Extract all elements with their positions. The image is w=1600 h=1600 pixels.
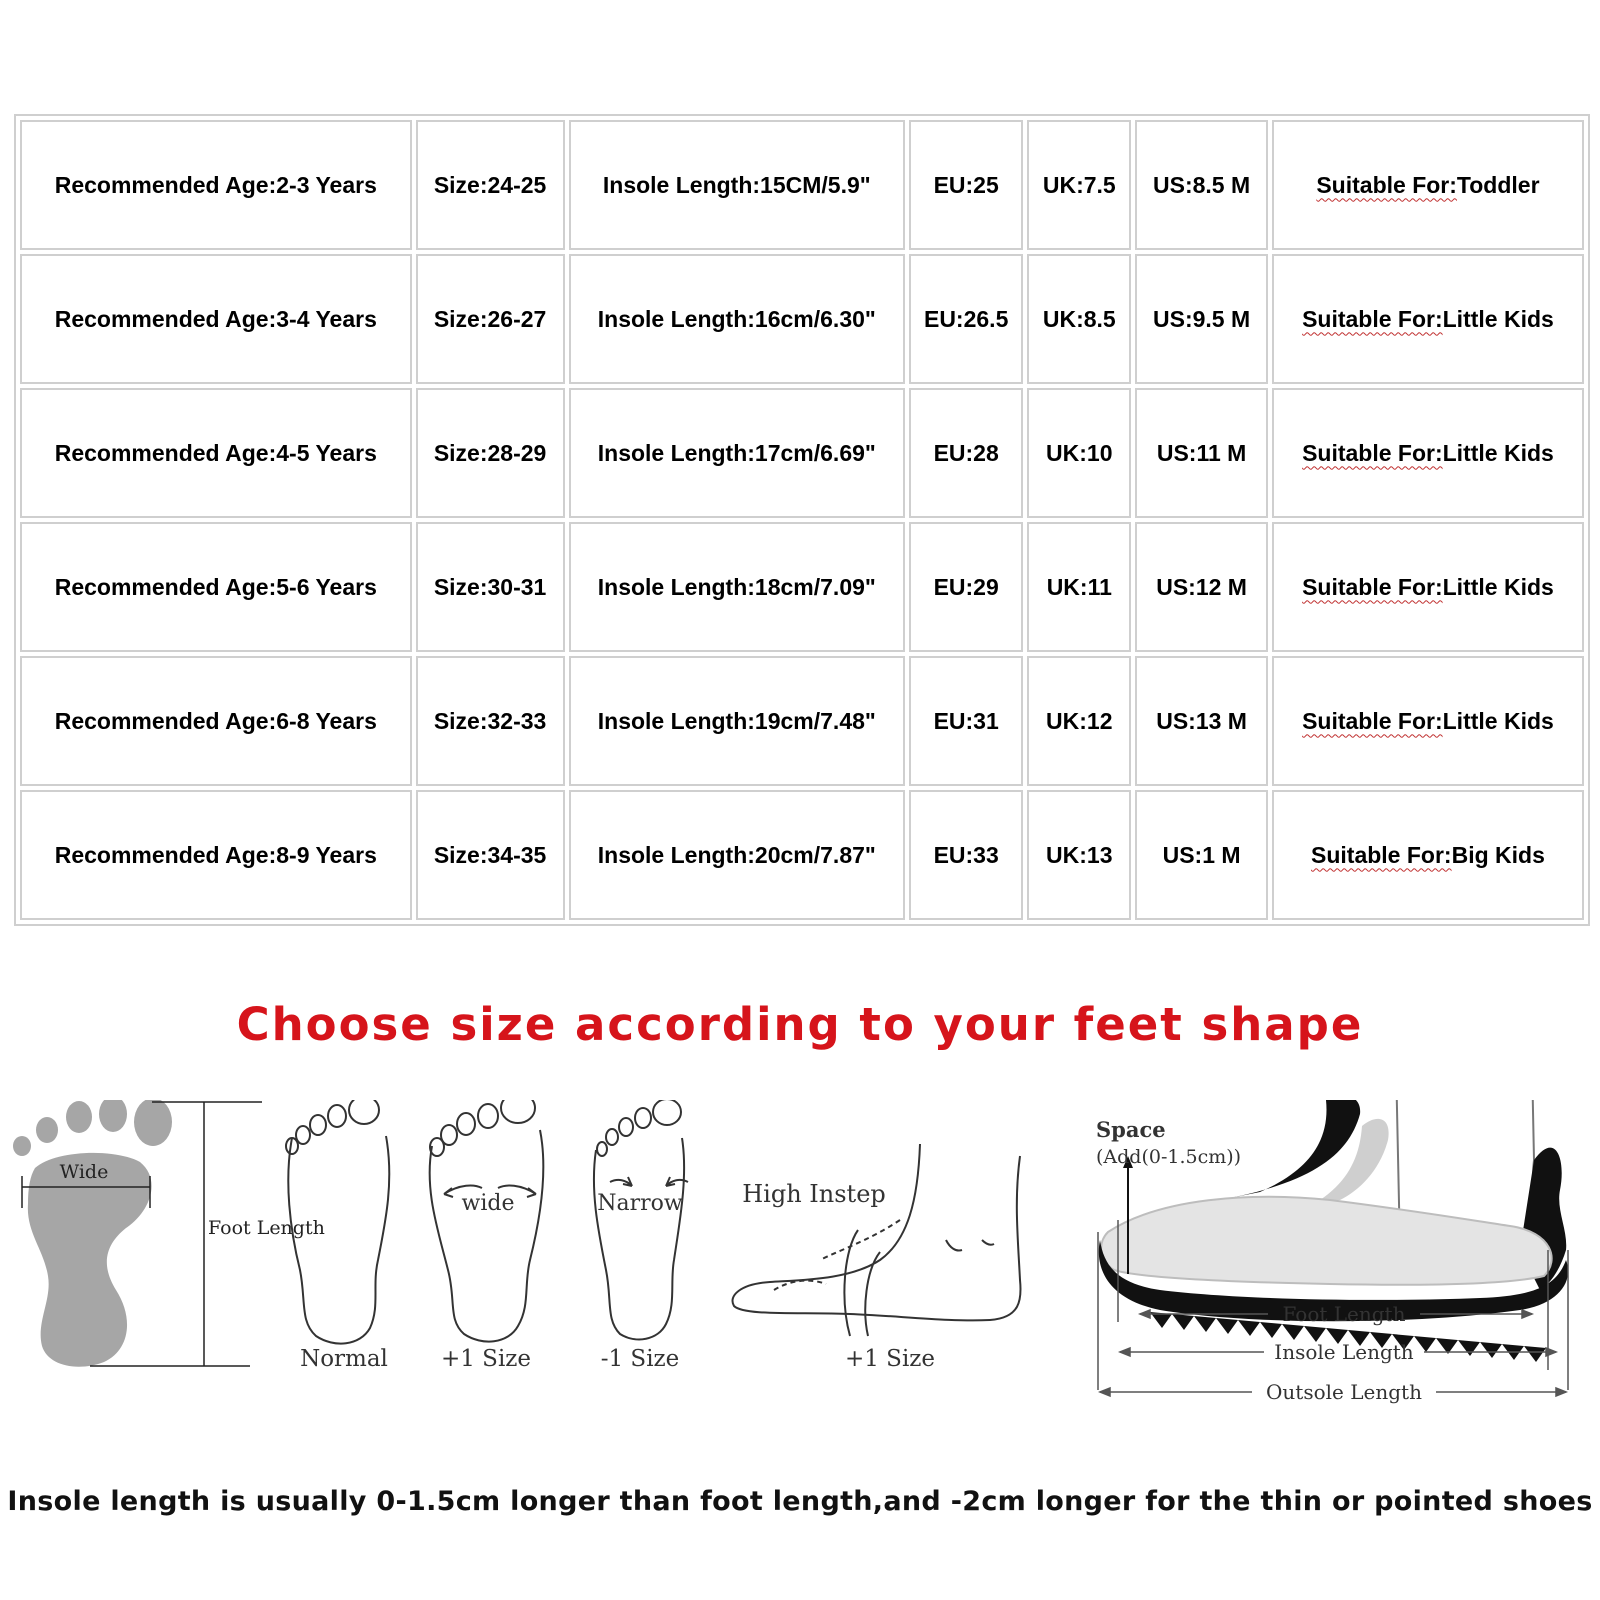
narrow-caption: -1 Size (600, 1346, 680, 1372)
table-row (20, 120, 1584, 250)
suitable-for-label: Suitable For: (1316, 171, 1457, 198)
suitable-for-label: Suitable For: (1302, 439, 1443, 466)
table-row (20, 388, 1584, 518)
insole-length-cell: Insole Length:19cm/7.48" (569, 656, 906, 786)
size-cell: Size:30-31 (416, 522, 565, 652)
normal-caption: Normal (300, 1346, 388, 1372)
size-cell: Size:34-35 (416, 790, 565, 920)
suitable-for-value: Little Kids (1442, 305, 1554, 332)
high-instep-label: High Instep (742, 1180, 886, 1208)
uk-size-cell: UK:13 (1027, 790, 1131, 920)
suitable-for-cell (1272, 254, 1584, 384)
insole-length-cell: Insole Length:17cm/6.69" (569, 388, 906, 518)
suitable-for-label: Suitable For: (1302, 707, 1443, 734)
insole-length-note: Insole length is usually 0-1.5cm longer than foot length,and -2cm longer for the thin or pointed shoes (7, 1486, 1593, 1517)
narrow-foot-icon (594, 1100, 688, 1339)
age-cell: Recommended Age:4-5 Years (20, 388, 412, 518)
suitable-for-value: Big Kids (1451, 841, 1545, 868)
section-heading: Choose size according to your feet shape (236, 998, 1364, 1051)
suitable-for-value: Toddler (1456, 171, 1540, 198)
suitable-for-cell (1272, 790, 1584, 920)
foot-shape-diagram (0, 1100, 1600, 1430)
insole-length-cell: Insole Length:18cm/7.09" (569, 522, 906, 652)
foot-length-label: Foot Length (1282, 1302, 1406, 1326)
foot-length-label: Foot Length (208, 1217, 325, 1239)
us-size-cell: US:12 M (1135, 522, 1268, 652)
uk-size-cell: UK:10 (1027, 388, 1131, 518)
insole-length-cell: Insole Length:15CM/5.9" (569, 120, 906, 250)
insole-length-cell: Insole Length:20cm/7.87" (569, 790, 906, 920)
suitable-for-value: Little Kids (1442, 439, 1554, 466)
wide-label: wide (461, 1191, 515, 1216)
size-cell: Size:26-27 (416, 254, 565, 384)
us-size-cell: US:11 M (1135, 388, 1268, 518)
eu-size-cell: EU:33 (909, 790, 1023, 920)
suitable-for-label: Suitable For: (1302, 305, 1443, 332)
high-instep-caption: +1 Size (844, 1346, 936, 1372)
table-row (20, 790, 1584, 920)
size-cell: Size:24-25 (416, 120, 565, 250)
age-cell: Recommended Age:3-4 Years (20, 254, 412, 384)
size-chart-table (14, 114, 1590, 926)
age-cell: Recommended Age:8-9 Years (20, 790, 412, 920)
suitable-for-cell (1272, 656, 1584, 786)
foot-wide-label: Wide (59, 1161, 109, 1183)
size-cell: Size:28-29 (416, 388, 565, 518)
suitable-for-label: Suitable For: (1302, 573, 1443, 600)
insole-length-cell: Insole Length:16cm/6.30" (569, 254, 906, 384)
us-size-cell: US:9.5 M (1135, 254, 1268, 384)
suitable-for-cell (1272, 522, 1584, 652)
size-cell: Size:32-33 (416, 656, 565, 786)
eu-size-cell: EU:31 (909, 656, 1023, 786)
foot-silhouette-icon (13, 1100, 172, 1367)
table-row (20, 254, 1584, 384)
uk-size-cell: UK:7.5 (1027, 120, 1131, 250)
eu-size-cell: EU:26.5 (909, 254, 1023, 384)
wide-foot-icon (430, 1100, 544, 1342)
age-cell: Recommended Age:2-3 Years (20, 120, 412, 250)
eu-size-cell: EU:28 (909, 388, 1023, 518)
table-row (20, 522, 1584, 652)
suitable-for-cell (1272, 388, 1584, 518)
table-row (20, 656, 1584, 786)
eu-size-cell: EU:29 (909, 522, 1023, 652)
suitable-for-label: Suitable For: (1311, 841, 1452, 868)
suitable-for-value: Little Kids (1442, 573, 1554, 600)
suitable-for-cell (1272, 120, 1584, 250)
wide-caption: +1 Size (440, 1346, 532, 1372)
us-size-cell: US:13 M (1135, 656, 1268, 786)
outsole-length-label: Outsole Length (1266, 1380, 1422, 1404)
eu-size-cell: EU:25 (909, 120, 1023, 250)
suitable-for-value: Little Kids (1442, 707, 1554, 734)
uk-size-cell: UK:8.5 (1027, 254, 1131, 384)
uk-size-cell: UK:12 (1027, 656, 1131, 786)
age-cell: Recommended Age:5-6 Years (20, 522, 412, 652)
insole-length-label: Insole Length (1274, 1340, 1414, 1364)
space-label: Space (1096, 1117, 1166, 1142)
narrow-label: Narrow (597, 1191, 683, 1216)
us-size-cell: US:8.5 M (1135, 120, 1268, 250)
high-instep-foot-icon (733, 1144, 1021, 1336)
age-cell: Recommended Age:6-8 Years (20, 656, 412, 786)
uk-size-cell: UK:11 (1027, 522, 1131, 652)
us-size-cell: US:1 M (1135, 790, 1268, 920)
space-note: (Add(0-1.5cm)) (1096, 1146, 1242, 1168)
